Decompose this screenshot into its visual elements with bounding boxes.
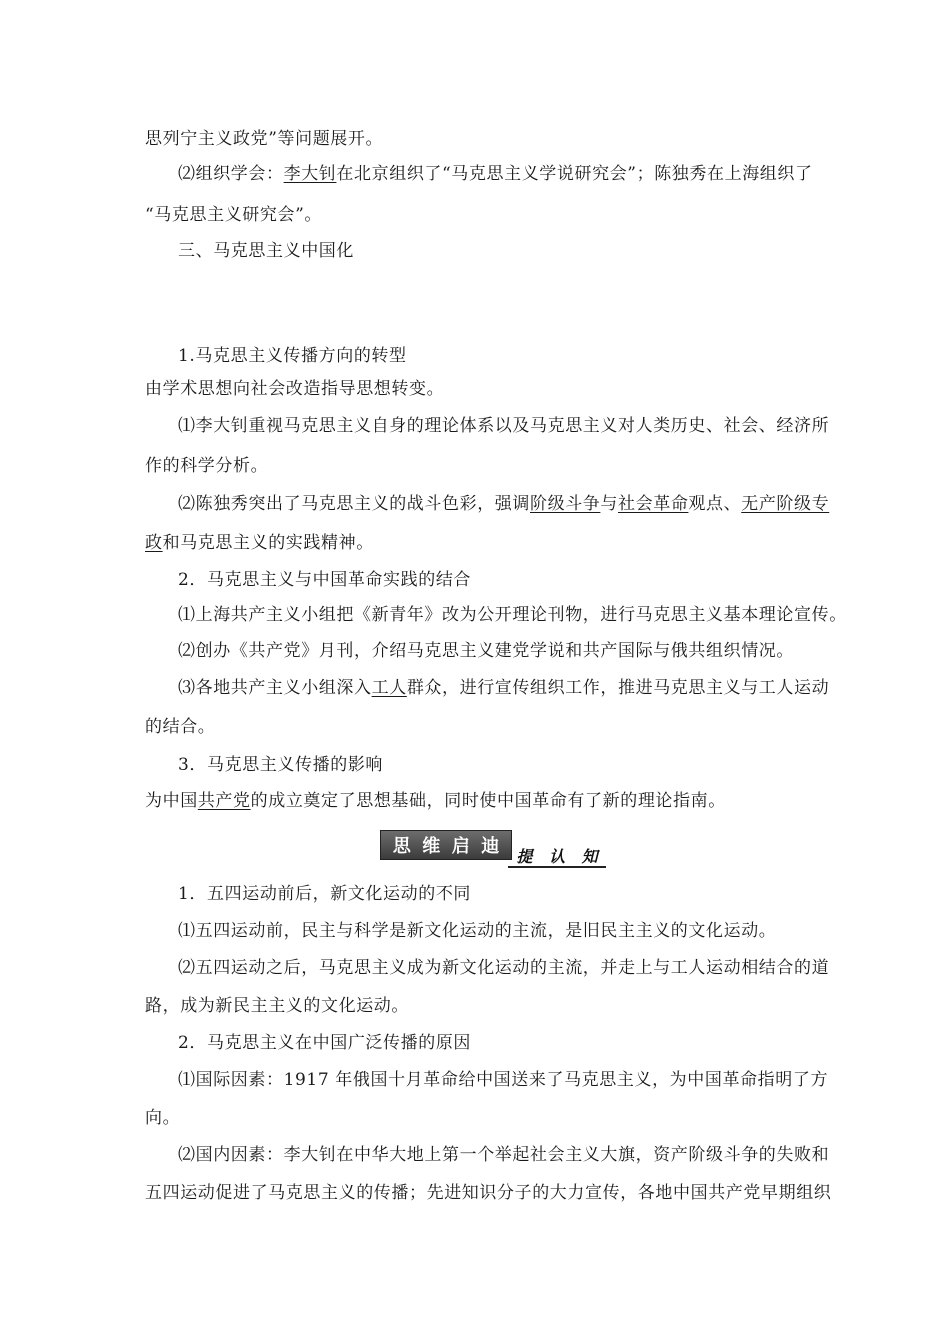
text-line xyxy=(145,790,726,812)
text-line: ⑴国际因素：1917 年俄国十月革命给中国送来了马克思主义，为中国革命指明了方 xyxy=(178,1070,829,1090)
text-line: ⑴李大钊重视马克思主义自身的理论体系以及马克思主义对人类历史、社会、经济所 xyxy=(178,416,830,436)
text-line: ⑵创办《共产党》月刊，介绍马克思主义建党学说和共产国际与俄共组织情况。 xyxy=(178,641,794,661)
text-line xyxy=(178,493,829,515)
banner-tail-char: 认 xyxy=(548,846,565,866)
subsection-heading: 2．马克思主义与中国革命实践的结合 xyxy=(178,570,472,590)
text-run: 群众，进行宣传组织工作，推进马克思主义与工人运动 xyxy=(406,678,830,698)
text-line: ⑵国内因素：李大钊在中华大地上第一个举起社会主义大旗，资产阶级斗争的失败和 xyxy=(178,1145,830,1165)
text-line: 思列宁主义政党”等问题展开。 xyxy=(145,129,384,149)
banner-tail-char: 提 xyxy=(516,846,533,866)
text-run: 为中国 xyxy=(145,791,198,811)
key-term: 无产阶级专 xyxy=(741,494,830,514)
key-term: 李大钊 xyxy=(283,164,337,184)
text-line xyxy=(145,532,374,554)
text-line: “马克思主义研究会”。 xyxy=(145,205,322,225)
banner-char: 思 xyxy=(392,836,411,857)
subsection-heading: 3．马克思主义传播的影响 xyxy=(178,755,384,775)
text-run: 观点、 xyxy=(688,494,742,514)
text-run: 在北京组织了“马克思主义学说研究会”；陈独秀在上海组织了 xyxy=(336,164,813,184)
text-run: ⑵组织学会： xyxy=(178,164,284,184)
subsection-heading: 1．五四运动前后，新文化运动的不同 xyxy=(178,884,472,904)
banner-tail-char: 知 xyxy=(581,846,598,866)
text-line xyxy=(178,677,829,699)
key-term: 工人 xyxy=(371,678,407,698)
text-line: ⑴五四运动前，民主与科学是新文化运动的主流，是旧民主主义的文化运动。 xyxy=(178,921,777,941)
key-term: 政 xyxy=(145,533,163,553)
key-term: 共产党 xyxy=(197,791,251,811)
subsection-heading: 2．马克思主义在中国广泛传播的原因 xyxy=(178,1033,472,1053)
text-line: 路，成为新民主主义的文化运动。 xyxy=(145,996,409,1016)
text-line: 五四运动促进了马克思主义的传播；先进知识分子的大力宣传，各地中国共产党早期组织 xyxy=(145,1183,832,1203)
text-run: 和马克思主义的实践精神。 xyxy=(162,533,374,553)
text-line: 的结合。 xyxy=(145,717,216,737)
text-run: ⑵陈独秀突出了马克思主义的战斗色彩，强调 xyxy=(178,494,530,514)
banner-char: 维 xyxy=(422,836,441,857)
text-run: ⑶各地共产主义小组深入 xyxy=(178,678,372,698)
text-line: ⑴上海共产主义小组把《新青年》改为公开理论刊物，进行马克思主义基本理论宣传。 xyxy=(178,605,847,625)
text-line: 作的科学分析。 xyxy=(145,456,269,476)
banner-char: 迪 xyxy=(481,836,500,857)
text-line xyxy=(178,163,813,185)
banner-subtitle xyxy=(508,844,606,868)
text-line: 由学术思想向社会改造指导思想转变。 xyxy=(145,379,445,399)
text-line: ⑵五四运动之后，马克思主义成为新文化运动的主流，并走上与工人运动相结合的道 xyxy=(178,958,830,978)
key-term: 社会革命 xyxy=(618,494,689,514)
banner-char: 启 xyxy=(451,836,470,857)
banner-title-box xyxy=(380,830,512,860)
text-run: 的成立奠定了思想基础，同时使中国革命有了新的理论指南。 xyxy=(250,791,726,811)
section-banner xyxy=(380,830,608,868)
text-run: 与 xyxy=(600,494,619,514)
text-line: 向。 xyxy=(145,1108,181,1128)
subsection-heading: 1.马克思主义传播方向的转型 xyxy=(178,346,407,366)
key-term: 阶级斗争 xyxy=(530,494,601,514)
section-heading: 三、马克思主义中国化 xyxy=(178,241,354,261)
